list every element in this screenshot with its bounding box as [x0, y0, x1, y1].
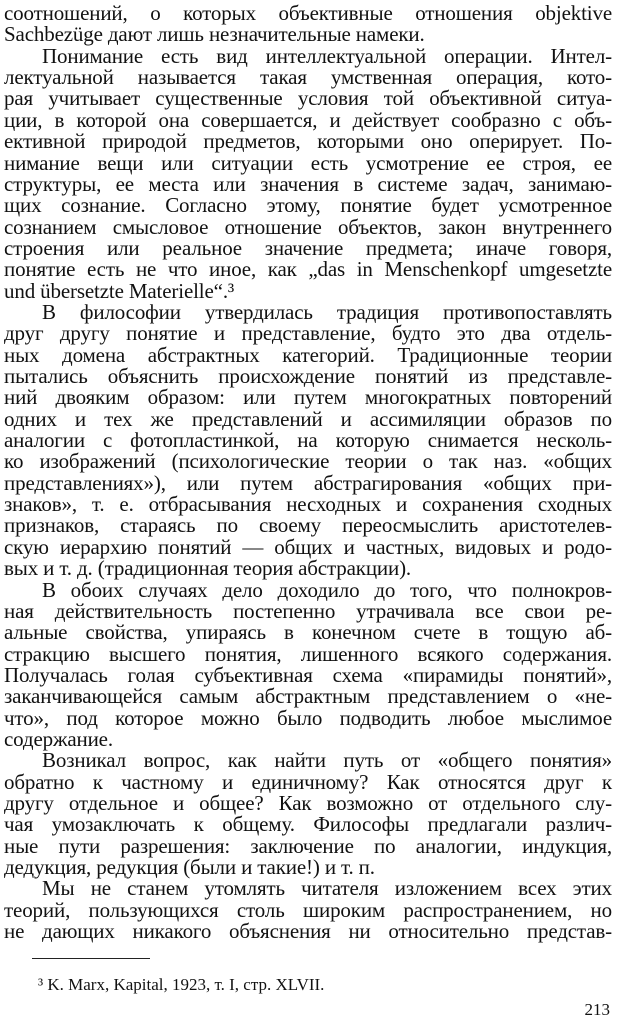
text-line: Мы не станем утомлять читателя изложением всех этих — [42, 876, 612, 901]
text-line: чая умозаключать к общему. Философы предлагали различ- — [4, 812, 612, 837]
text-line: содержание. — [4, 726, 113, 751]
text-line: не дающих никакого объяснения ни относительно представ- — [4, 919, 612, 944]
text-line: ные пути разрешения: заключение по аналогии, индукция, — [4, 833, 612, 858]
text-line: знаков», т. е. отбрасывания несходных и сохранения сходных — [4, 492, 612, 517]
text-line: строения или реальное значение предмета; иначе говоря, — [4, 235, 612, 260]
text-line: Возникал вопрос, как найти путь от «общего понятия» — [42, 748, 612, 773]
text-line: дедукция, редукция (были и такие!) и т. п. — [4, 855, 375, 879]
text-line: ко изображений (психологические теории о так наз. «общих — [4, 449, 612, 474]
text-line: аналогии с фотопластинкой, на которую снимается несколь- — [4, 428, 612, 452]
text-line: альные свойства, упираясь в конечном счете в тощую аб- — [4, 620, 612, 645]
text-line: скую иерархию понятий — общих и частных, видовых и родо- — [4, 534, 612, 559]
text-line: признаков, стараясь по своему переосмыслить аристотелев- — [4, 513, 612, 538]
text-line: понятие есть не что иное, как „das in Menschenkopf umgesetzte — [4, 257, 612, 282]
text-line: В философии утвердилась традиция противопоставлять — [42, 299, 612, 324]
text-line: ективной природой предметов, которыми оно оперирует. По- — [4, 129, 612, 154]
text-line: другу отдельное и общее? Как возможно от отдельного слу- — [4, 791, 612, 815]
footnote-rule — [32, 958, 150, 959]
text-line: Sachbezüge дают лишь незначительные намеки. — [4, 22, 425, 47]
text-line: und übersetzte Materielle“.³ — [4, 278, 235, 303]
text-line: пытались объяснить происхождение понятий из представле- — [4, 364, 612, 388]
text-line: щих сознание. Согласно этому, понятие будет усмотренное — [4, 193, 612, 218]
text-line: стракцию высшего понятия, лишенного всякого содержания. — [4, 641, 612, 666]
text-line: ний двояким образом: или путем многократных повторений — [4, 385, 612, 410]
text-line: что», под которое можно было подводить любое мыслимое — [4, 705, 612, 730]
text-line: нимание вещи или ситуации есть усмотрение ее строя, ее — [4, 150, 612, 175]
text-line: ная действительность постепенно утрачивала все свои ре- — [4, 598, 612, 623]
text-line: теорий, пользующихся столь широким распространением, но — [4, 897, 612, 922]
text-line: вых и т. д. (традиционная теория абстракции). — [4, 556, 412, 581]
text-line: Получалась голая субъективная схема «пирамиды понятий», — [4, 662, 612, 687]
book-page — [4, 0, 616, 1023]
text-line: одних и тех же представлений и ассимиляции образов по — [4, 406, 612, 431]
text-line: ных домена абстрактных категорий. Традиционные теории — [4, 342, 612, 367]
page-number: 213 — [584, 1000, 610, 1019]
text-line: заканчивающейся самым абстрактным представлением о «не- — [4, 684, 612, 709]
text-line: В обоих случаях дело доходило до того, что полнокров- — [42, 577, 612, 602]
text-line: друг другу понятие и представление, будто это два отдель- — [4, 321, 612, 346]
text-line: соотношений, о которых объективные отношения objektive — [4, 1, 612, 25]
text-line: структуры, ее места или значения в системе задач, занимаю- — [4, 171, 612, 196]
text-line: Понимание есть вид интеллектуальной операции. Интел- — [42, 43, 612, 68]
text-line: представлениях»), или путем абстрагирования «общих при- — [4, 470, 612, 495]
text-line: рая учитывает существенные условия той объективной ситуа- — [4, 86, 612, 111]
footnote: ³ K. Marx, Kapital, 1923, т. I, стр. XLVII. — [38, 975, 325, 994]
text-line: лектуальной называется такая умственная операция, кото- — [4, 65, 612, 90]
text-line: обратно к частному и единичному? Как относятся друг к — [4, 769, 612, 794]
text-line: сознанием смысловое отношение объектов, закон внутреннего — [4, 214, 612, 239]
text-line: ции, в которой она совершается, и действует сообразно с объ- — [4, 107, 612, 132]
